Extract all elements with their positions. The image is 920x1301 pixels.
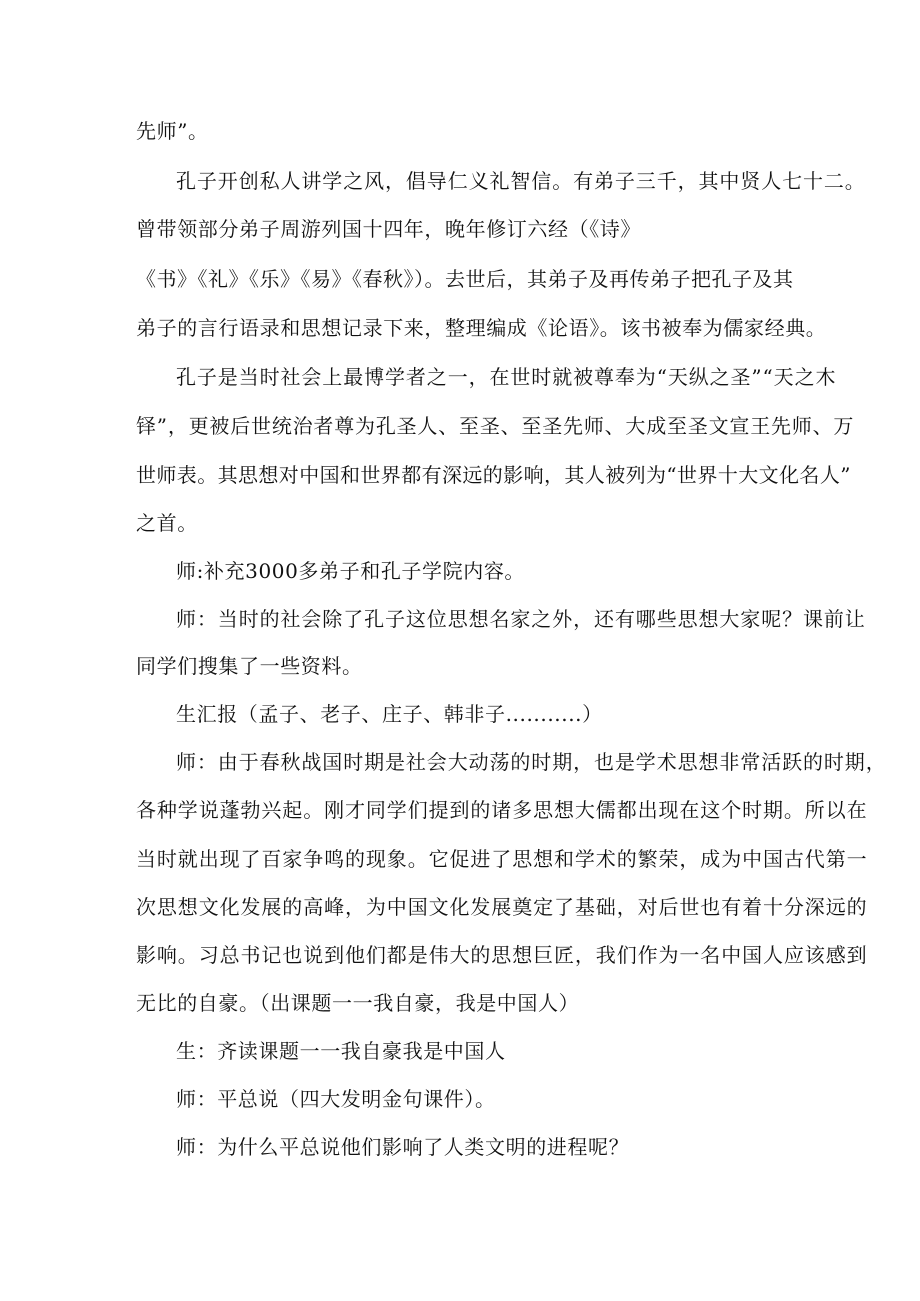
text-line: 当时就出现了百家争鸣的现象。它促进了思想和学术的繁荣，成为中国古代第一 [136, 847, 868, 871]
text-line: 曾带领部分弟子周游列国十四年，晚年修订六经（《诗》 [136, 217, 641, 241]
teacher-line: 师：平总说（四大发明金句课件）。 [176, 1087, 496, 1111]
teacher-line: 师：由于春秋战国时期是社会大动荡的时期，也是学术思想非常活跃的时期， [176, 750, 887, 774]
paragraph-start-line: 孔子是当时社会上最博学者之一，在世时就被尊奉为“天纵之圣”“天之木 [176, 365, 837, 389]
text-line: 铎”，更被后世统治者尊为孔圣人、至圣、至圣先师、大成至圣文宣王先师、万 [136, 414, 855, 438]
teacher-line: 师:补充3000多弟子和孔子学院内容。 [176, 559, 526, 583]
text-line: 《书》《礼》《乐》《易》《春秋》）。去世后，其弟子及再传弟子把孔子及其 [136, 267, 794, 291]
text-line: 先师”。 [136, 119, 209, 143]
teacher-line: 师：当时的社会除了孔子这位思想名家之外，还有哪些思想大家呢？课前让 [176, 607, 866, 631]
text-line: 之首。 [136, 511, 198, 535]
text-line: 影响。习总书记也说到他们都是伟大的思想巨匠，我们作为一名中国人应该感到 [136, 943, 868, 967]
paragraph-start-line: 孔子开创私人讲学之风，倡导仁义礼智信。有弟子三千，其中贤人七十二。 [176, 169, 866, 193]
text-line: 无比的自豪。（出课题一一我自豪，我是中国人） [136, 991, 580, 1015]
student-line: 生汇报（孟子、老子、庄子、韩非子...........） [176, 702, 603, 726]
text-line: 各种学说蓬勃兴起。刚才同学们提到的诸多思想大儒都出现在这个时期。所以在 [136, 798, 868, 822]
text-line: 同学们搜集了一些资料。 [136, 654, 363, 678]
text-line: 世师表。其思想对中国和世界都有深远的影响，其人被列为“世界十大文化名人” [136, 463, 851, 487]
text-line: 次思想文化发展的高峰，为中国文化发展奠定了基础，对后世也有着十分深远的 [136, 895, 868, 919]
student-line: 生：齐读课题一一我自豪我是中国人 [176, 1039, 506, 1063]
text-line: 弟子的言行语录和思想记录下来，整理编成《论语》。该书被奉为儒家经典。 [136, 316, 827, 340]
teacher-line: 师：为什么平总说他们影响了人类文明的进程呢？ [176, 1135, 630, 1159]
